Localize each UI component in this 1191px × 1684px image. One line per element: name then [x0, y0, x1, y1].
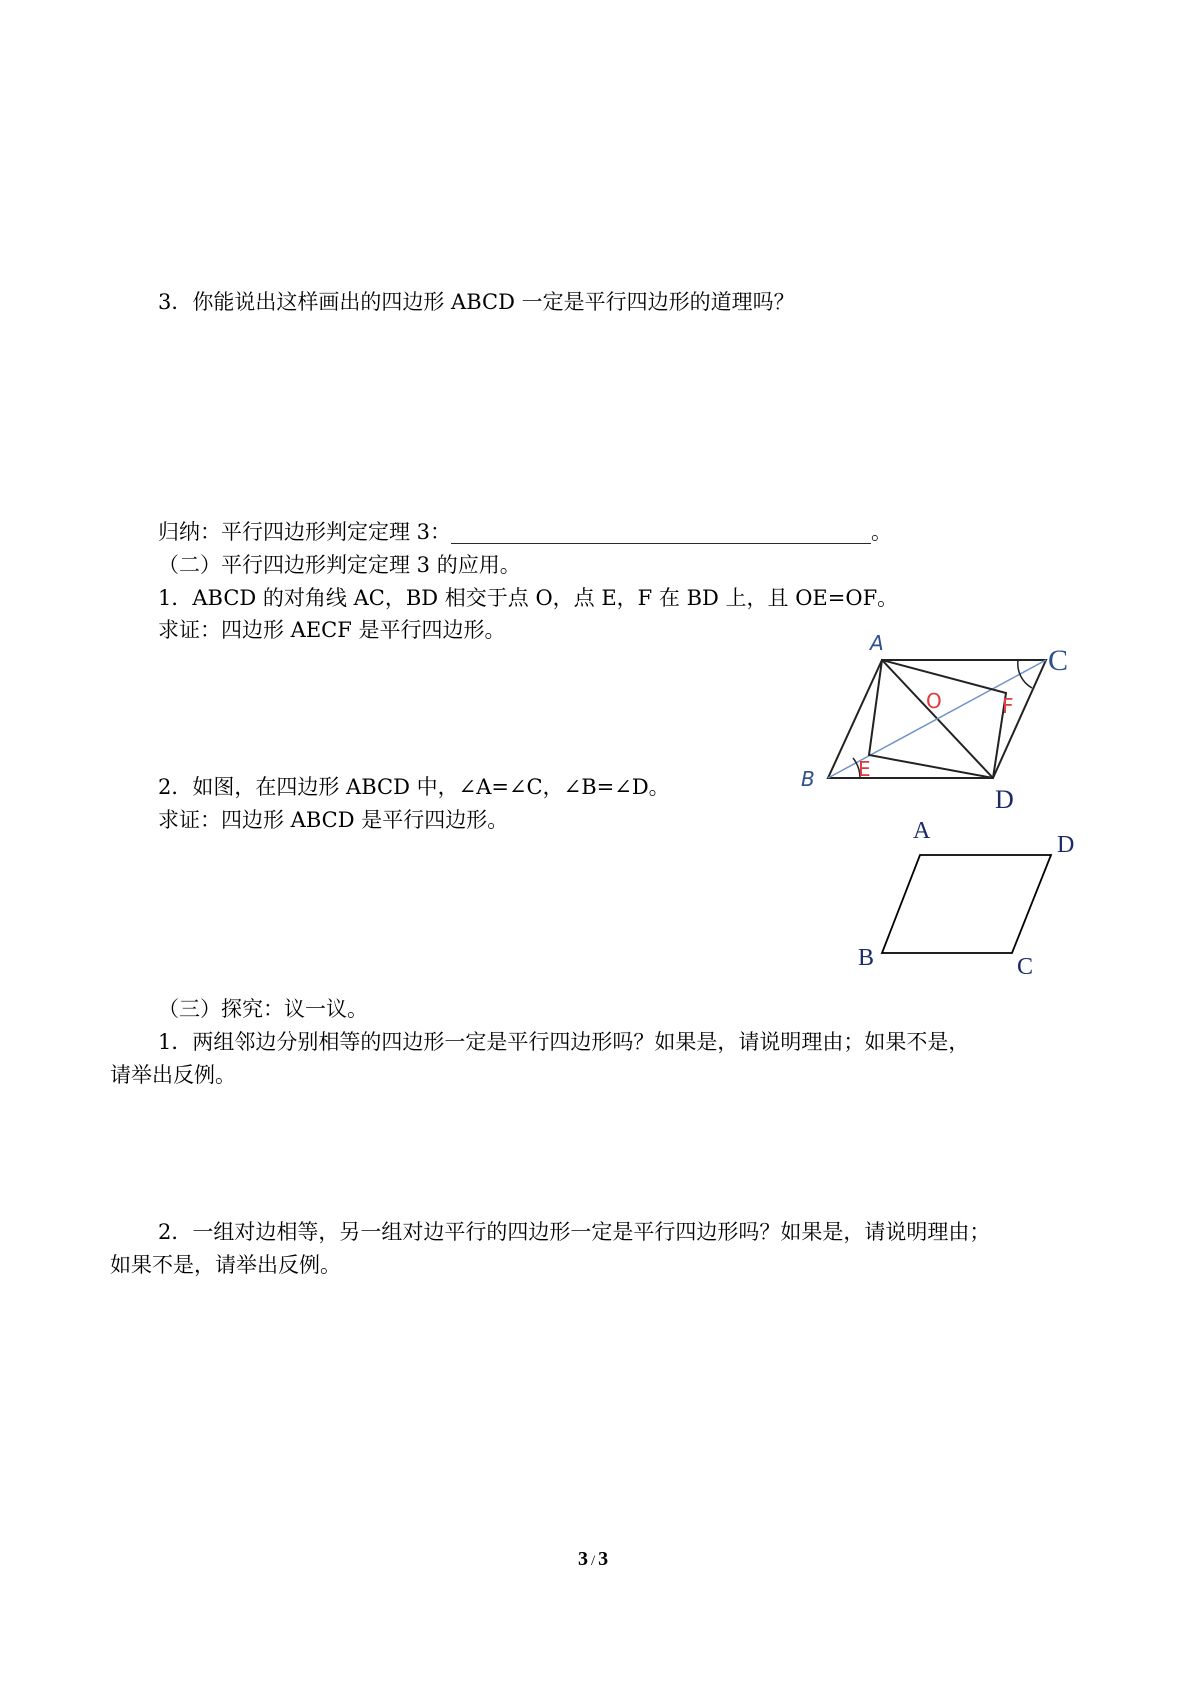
page-current: 3	[578, 1548, 588, 1570]
section-2-heading: （二）平行四边形判定定理 3 的应用。	[158, 553, 521, 577]
fig1-label-c: C	[1048, 644, 1069, 677]
fig1-label-o: O	[926, 689, 942, 713]
fig2-label-c: C	[1017, 954, 1034, 980]
discussion-q2-line2: 如果不是，请举出反例。	[110, 1253, 341, 1277]
discussion-q1-line2: 请举出反例。	[110, 1063, 236, 1087]
fig2-quadrilateral-abcd	[882, 855, 1051, 953]
fig1-label-a: A	[870, 631, 884, 655]
discussion-q2-line1: 2．一组对边相等，另一组对边平行的四边形一定是平行四边形吗？如果是，请说明理由；	[158, 1220, 991, 1244]
fig2-label-d: D	[1057, 832, 1075, 858]
summary-blank: ________________________________________	[451, 520, 872, 544]
problem-1-statement: 1．ABCD 的对角线 AC，BD 相交于点 O，点 E，F 在 BD 上，且 OE=OF。	[158, 586, 899, 610]
fig2-label-a: A	[913, 818, 931, 844]
fig1-label-d: D	[995, 785, 1014, 814]
page-separator: /	[591, 1553, 596, 1569]
fig1-angle-mark-c	[1018, 660, 1032, 688]
page-total: 3	[598, 1548, 609, 1570]
question-3: 3．你能说出这样画出的四边形 ABCD 一定是平行四边形的道理吗？	[158, 290, 795, 314]
figure-1-parallelogram-diagram	[801, 631, 1068, 814]
fig1-label-b: B	[801, 767, 815, 791]
problem-2-statement: 2．如图，在四边形 ABCD 中，∠A=∠C，∠B=∠D。	[158, 775, 670, 799]
fig1-label-f: F	[1002, 694, 1014, 718]
problem-2-prove: 求证：四边形 ABCD 是平行四边形。	[158, 808, 509, 832]
summary-suffix: 。	[871, 520, 893, 544]
section-3-heading: （三）探究：议一议。	[158, 997, 368, 1021]
problem-1-prove: 求证：四边形 AECF 是平行四边形。	[158, 618, 506, 642]
summary-prefix: 归纳：平行四边形判定定理 3：	[158, 520, 452, 544]
fig1-label-e: E	[858, 757, 871, 781]
fig2-label-b: B	[858, 945, 875, 971]
figure-2-quadrilateral-diagram	[858, 818, 1074, 980]
discussion-q1-line1: 1．两组邻边分别相等的四边形一定是平行四边形吗？如果是，请说明理由；如果不是，	[158, 1030, 970, 1054]
